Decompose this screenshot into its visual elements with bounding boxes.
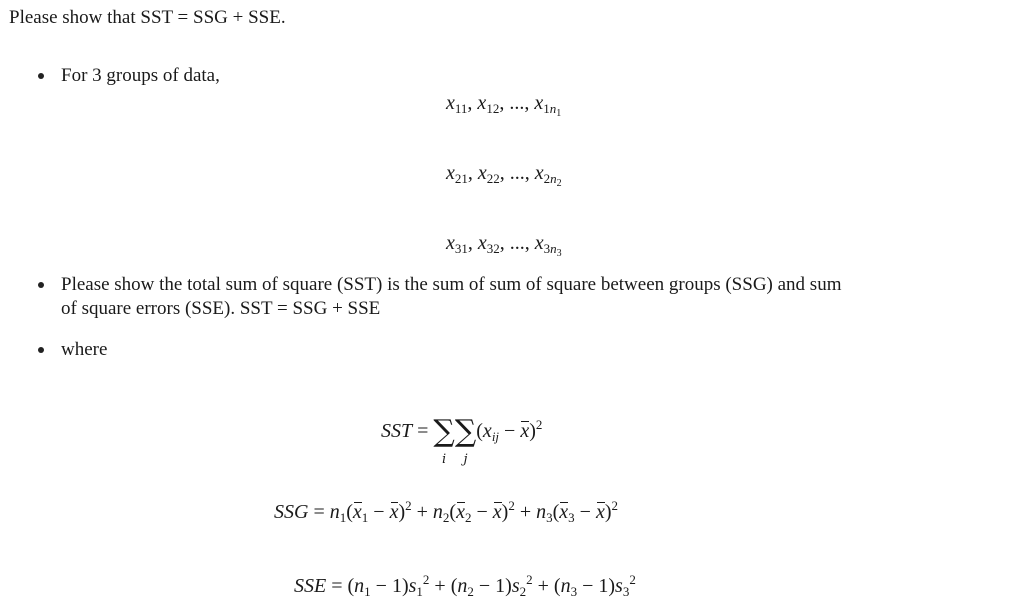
sst-equation: SST = ∑ i ∑ j $(x_{ij} - x)^2$ [381,414,543,467]
bullet-text-groups: For 3 groups of data, [61,65,220,86]
sst-label: SST [381,420,413,442]
question-title: Please show that SST = SSG + SSE. [9,7,286,28]
data-row-group-2: $x_{21}$, $x_{22}$, ..., $x_{2n_2}$ [446,162,562,189]
bullet-dot-2 [38,282,44,288]
bullet-text-show-line-2: of square errors (SSE). SST = SSG + SSE [61,298,381,319]
ssg-equation: SSG = $n_1(x_1 - x)^2 + n_2(x_2 - x)^2 + n_3(x_3 - x)^2$ [274,498,619,525]
data-row-group-3: $x_{31}$, $x_{32}$, ..., $x_{3n_3}$ [446,232,562,259]
bullet-dot-3 [38,347,44,353]
sum-index-j: j [463,452,468,467]
sum-over-j: ∑ j [454,414,477,467]
sum-over-i: ∑ i [433,414,455,467]
sse-label: SSE [294,575,327,597]
sse-equation: SSE = $(n_1 - 1)s_1^2 + (n_2 - 1)s_2^2 + (n_3 - 1)s_3^2$ [294,572,636,599]
bullet-text-where: where [61,339,108,360]
sum-index-i: i [442,452,447,467]
data-row-group-1: $x_{11}$, $x_{12}$, ..., $x_{1n_1}$ [446,92,562,119]
ssg-label: SSG [274,501,309,523]
bullet-text-show-line-1: Please show the total sum of square (SST) is the sum of sum of square between groups (SSG) and sum [61,274,842,295]
bullet-dot-1 [38,73,44,79]
